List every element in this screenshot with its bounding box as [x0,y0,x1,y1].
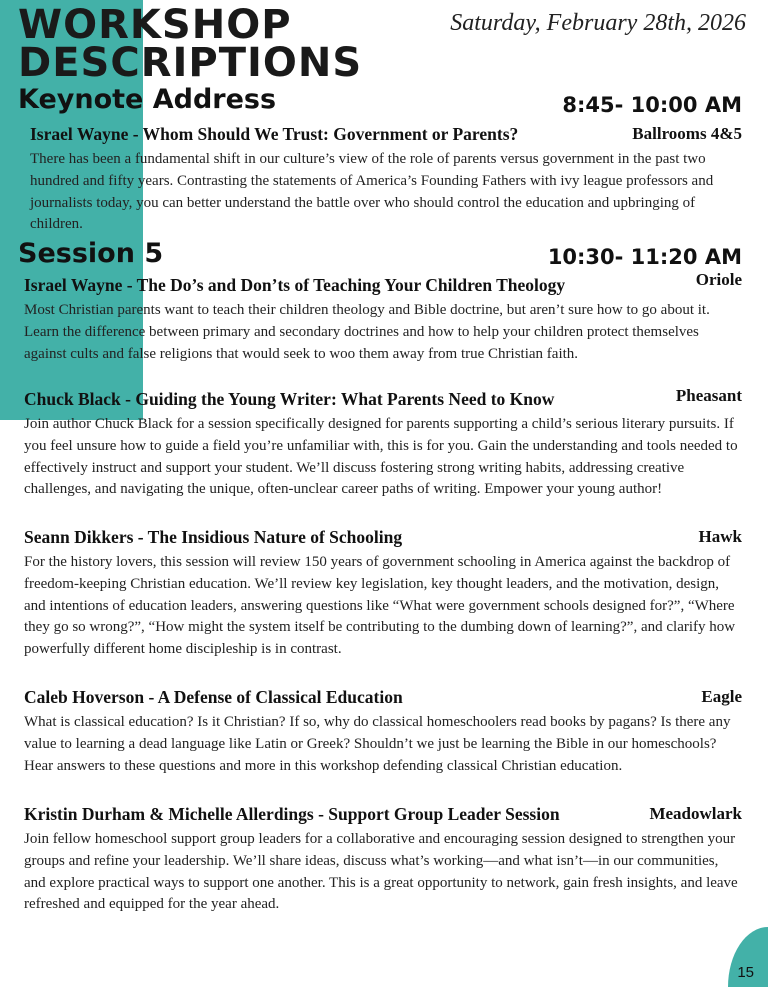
session-title: Israel Wayne - Whom Should We Trust: Government or Parents? [30,124,519,144]
session-item [24,386,742,501]
session-title: Chuck Black - Guiding the Young Writer: What Parents Need to Know [24,389,555,409]
session-item [24,687,742,777]
session-item [24,270,742,365]
session-item [24,804,742,916]
session-title: Seann Dikkers - The Insidious Nature of Schooling [24,527,403,547]
keynote-time: 8:45- 10:00 AM [562,93,742,117]
session-description: For the history lovers, this session will review 150 years of government schooling in America against the backdrop of freedom-keeping Christian education. We’ll review key legislation, key thought leaders, and the motivation, design, and intentions of education leaders, answering questions like “What were government schools designed for?”, “Where they go so wrong?”, “How might the system itself be contributing to the dumbing down of learning?”, and clarify how powerfully different home discipleship is in contrast. [24,554,736,658]
session-room: Ballrooms 4&5 [632,124,742,143]
session5-heading: Session 5 [18,238,164,269]
session5-time: 10:30- 11:20 AM [547,245,742,269]
session-description: What is classical education? Is it Christian? If so, why do classical homeschoolers read books by pagans? Is there any value to learning a dead language like Latin or Greek? Shouldn’t we just be learning the Bible in our homeschools? Hear answers to these questions and more in this workshop defending classical Christian education. [24,714,731,774]
session-description: There has been a fundamental shift in our culture’s view of the role of parents versus government in the past two hundred and fifty years. Contrasting the statements of America’s Founding Fathers with ivy league professors and journalists today, you can better understand the battle over who should control the education and upbringing of children. [30,151,714,233]
session-title: Israel Wayne - The Do’s and Don’ts of Teaching Your Children Theology [24,275,566,295]
session-title: Kristin Durham & Michelle Allerdings - Support Group Leader Session [24,804,560,824]
session-description: Most Christian parents want to teach their children theology and Bible doctrine, but aren’t sure how to go about it. Learn the difference between primary and secondary doctrines and how to help your children protect themselves against cults and false religions that would seek to woo them away from true Christian faith. [24,302,710,362]
session-room: Meadowlark [649,804,742,823]
session-room: Hawk [698,527,742,546]
session-description: Join author Chuck Black for a session specifically designed for parents supporting a child’s serious literary pursuits. If you feel unsure how to guide a field you’re unfamiliar with, this is for you. Gain the understanding and tools needed to effectively instruct and support your student. We’ll discuss fostering strong writing habits, addressing creative challenges, and navigating the unique, often-unclear career paths of writing. Empower your young author! [24,416,738,498]
session-item [24,527,742,661]
session-room: Pheasant [675,386,742,405]
session-room: Oriole [695,270,742,289]
page-number: 15 [737,964,754,981]
keynote-heading: Keynote Address [18,84,277,115]
keynote-session [30,124,742,236]
title-line-2: DESCRIPTIONS [18,40,363,86]
page-title [18,2,363,86]
event-date: Saturday, February 28th, 2026 [450,10,746,36]
session-room: Eagle [701,687,742,706]
session-description: Join fellow homeschool support group leaders for a collaborative and encouraging session designed to strengthen your groups and refine your leadership. We’ll share ideas, discuss what’s working—and what isn’t—in our communities, and explore practical ways to support one another. This is a great opportunity to network, gain fresh insights, and leave refreshed and equipped for the year ahead. [24,831,738,913]
title-line-1: WORKSHOP [18,2,292,48]
session-title: Caleb Hoverson - A Defense of Classical Education [24,687,403,707]
